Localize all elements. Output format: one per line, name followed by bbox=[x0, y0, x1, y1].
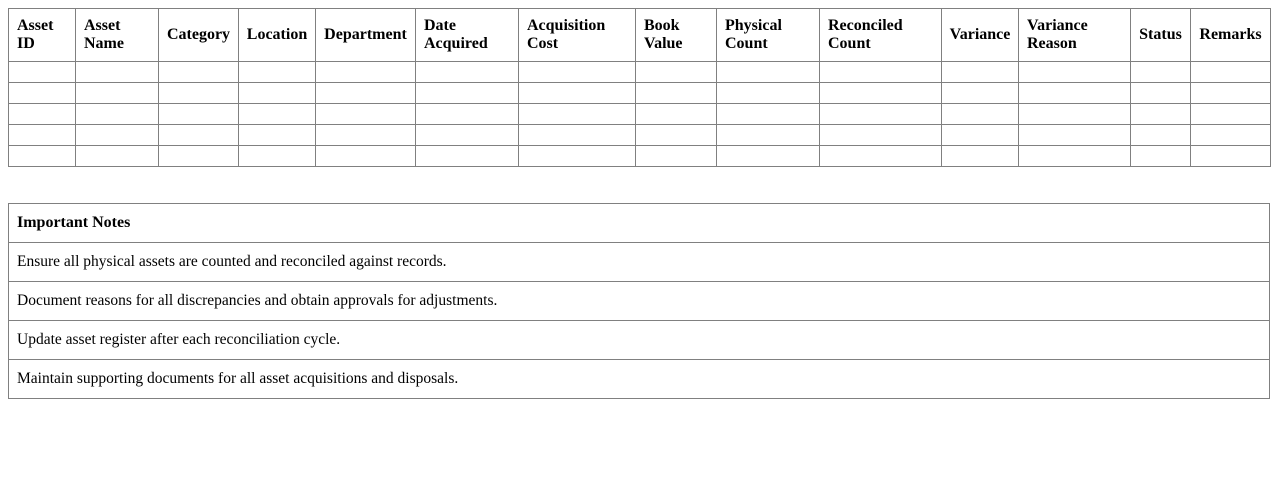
table-cell[interactable] bbox=[159, 83, 239, 104]
table-cell[interactable] bbox=[416, 104, 519, 125]
table-cell[interactable] bbox=[9, 146, 76, 167]
column-header-category: Category bbox=[159, 9, 239, 62]
table-cell[interactable] bbox=[820, 104, 942, 125]
table-cell[interactable] bbox=[1131, 125, 1191, 146]
table-cell[interactable] bbox=[717, 146, 820, 167]
table-cell[interactable] bbox=[159, 62, 239, 83]
table-cell[interactable] bbox=[9, 104, 76, 125]
table-cell[interactable] bbox=[316, 104, 416, 125]
notes-title-row bbox=[9, 204, 1270, 243]
table-cell[interactable] bbox=[717, 104, 820, 125]
table-cell[interactable] bbox=[316, 146, 416, 167]
table-cell[interactable] bbox=[1131, 83, 1191, 104]
table-cell[interactable] bbox=[519, 104, 636, 125]
table-cell[interactable] bbox=[1191, 104, 1271, 125]
column-header-asset-id: Asset ID bbox=[9, 9, 76, 62]
note-item: Ensure all physical assets are counted and reconciled against records. bbox=[9, 243, 1270, 282]
table-cell[interactable] bbox=[76, 146, 159, 167]
table-body bbox=[9, 62, 1271, 167]
column-header-variance-reason: Variance Reason bbox=[1019, 9, 1131, 62]
table-cell[interactable] bbox=[1019, 104, 1131, 125]
table-cell[interactable] bbox=[942, 83, 1019, 104]
table-cell[interactable] bbox=[239, 104, 316, 125]
table-cell[interactable] bbox=[717, 83, 820, 104]
note-item: Maintain supporting documents for all asset acquisitions and disposals. bbox=[9, 360, 1270, 399]
table-cell[interactable] bbox=[1191, 146, 1271, 167]
table-cell[interactable] bbox=[519, 62, 636, 83]
table-cell[interactable] bbox=[820, 62, 942, 83]
table-cell[interactable] bbox=[1191, 62, 1271, 83]
table-cell[interactable] bbox=[636, 146, 717, 167]
table-row bbox=[9, 146, 1271, 167]
table-cell[interactable] bbox=[820, 83, 942, 104]
table-header-row bbox=[9, 9, 1271, 62]
note-row bbox=[9, 282, 1270, 321]
table-cell[interactable] bbox=[519, 125, 636, 146]
table-cell[interactable] bbox=[942, 62, 1019, 83]
asset-reconciliation-table bbox=[8, 8, 1271, 167]
table-cell[interactable] bbox=[159, 104, 239, 125]
table-cell[interactable] bbox=[1019, 83, 1131, 104]
table-cell[interactable] bbox=[159, 146, 239, 167]
column-header-asset-name: Asset Name bbox=[76, 9, 159, 62]
note-row bbox=[9, 321, 1270, 360]
column-header-location: Location bbox=[239, 9, 316, 62]
table-cell[interactable] bbox=[76, 83, 159, 104]
table-cell[interactable] bbox=[416, 146, 519, 167]
table-row bbox=[9, 83, 1271, 104]
table-cell[interactable] bbox=[1019, 62, 1131, 83]
table-cell[interactable] bbox=[416, 62, 519, 83]
column-header-book-value: Book Value bbox=[636, 9, 717, 62]
table-cell[interactable] bbox=[76, 62, 159, 83]
table-cell[interactable] bbox=[636, 125, 717, 146]
table-cell[interactable] bbox=[9, 125, 76, 146]
table-cell[interactable] bbox=[636, 83, 717, 104]
table-cell[interactable] bbox=[316, 125, 416, 146]
table-cell[interactable] bbox=[820, 125, 942, 146]
table-cell[interactable] bbox=[416, 125, 519, 146]
table-cell[interactable] bbox=[717, 125, 820, 146]
table-cell[interactable] bbox=[820, 146, 942, 167]
table-cell[interactable] bbox=[9, 83, 76, 104]
table-cell[interactable] bbox=[76, 125, 159, 146]
note-row bbox=[9, 243, 1270, 282]
column-header-acquisition-cost: Acquisition Cost bbox=[519, 9, 636, 62]
table-cell[interactable] bbox=[416, 83, 519, 104]
table-cell[interactable] bbox=[239, 83, 316, 104]
table-cell[interactable] bbox=[1131, 146, 1191, 167]
table-cell[interactable] bbox=[636, 104, 717, 125]
table-cell[interactable] bbox=[1131, 104, 1191, 125]
table-cell[interactable] bbox=[942, 104, 1019, 125]
table-cell[interactable] bbox=[1191, 125, 1271, 146]
table-cell[interactable] bbox=[1191, 83, 1271, 104]
table-row bbox=[9, 125, 1271, 146]
note-item: Update asset register after each reconciliation cycle. bbox=[9, 321, 1270, 360]
notes-title: Important Notes bbox=[9, 204, 1270, 243]
table-cell[interactable] bbox=[636, 62, 717, 83]
column-header-variance: Variance bbox=[942, 9, 1019, 62]
table-cell[interactable] bbox=[1131, 62, 1191, 83]
table-cell[interactable] bbox=[239, 125, 316, 146]
column-header-status: Status bbox=[1131, 9, 1191, 62]
table-cell[interactable] bbox=[316, 83, 416, 104]
column-header-department: Department bbox=[316, 9, 416, 62]
note-item: Document reasons for all discrepancies and obtain approvals for adjustments. bbox=[9, 282, 1270, 321]
note-row bbox=[9, 360, 1270, 399]
table-cell[interactable] bbox=[76, 104, 159, 125]
table-cell[interactable] bbox=[519, 83, 636, 104]
table-cell[interactable] bbox=[717, 62, 820, 83]
table-row bbox=[9, 104, 1271, 125]
column-header-physical-count: Physical Count bbox=[717, 9, 820, 62]
table-cell[interactable] bbox=[519, 146, 636, 167]
table-cell[interactable] bbox=[159, 125, 239, 146]
table-cell[interactable] bbox=[239, 146, 316, 167]
table-cell[interactable] bbox=[942, 146, 1019, 167]
table-cell[interactable] bbox=[239, 62, 316, 83]
column-header-date-acquired: Date Acquired bbox=[416, 9, 519, 62]
table-cell[interactable] bbox=[1019, 146, 1131, 167]
column-header-reconciled-count: Reconciled Count bbox=[820, 9, 942, 62]
column-header-remarks: Remarks bbox=[1191, 9, 1271, 62]
table-cell[interactable] bbox=[942, 125, 1019, 146]
table-cell[interactable] bbox=[9, 62, 76, 83]
important-notes-table bbox=[8, 203, 1270, 399]
table-cell[interactable] bbox=[316, 62, 416, 83]
table-cell[interactable] bbox=[1019, 125, 1131, 146]
table-row bbox=[9, 62, 1271, 83]
